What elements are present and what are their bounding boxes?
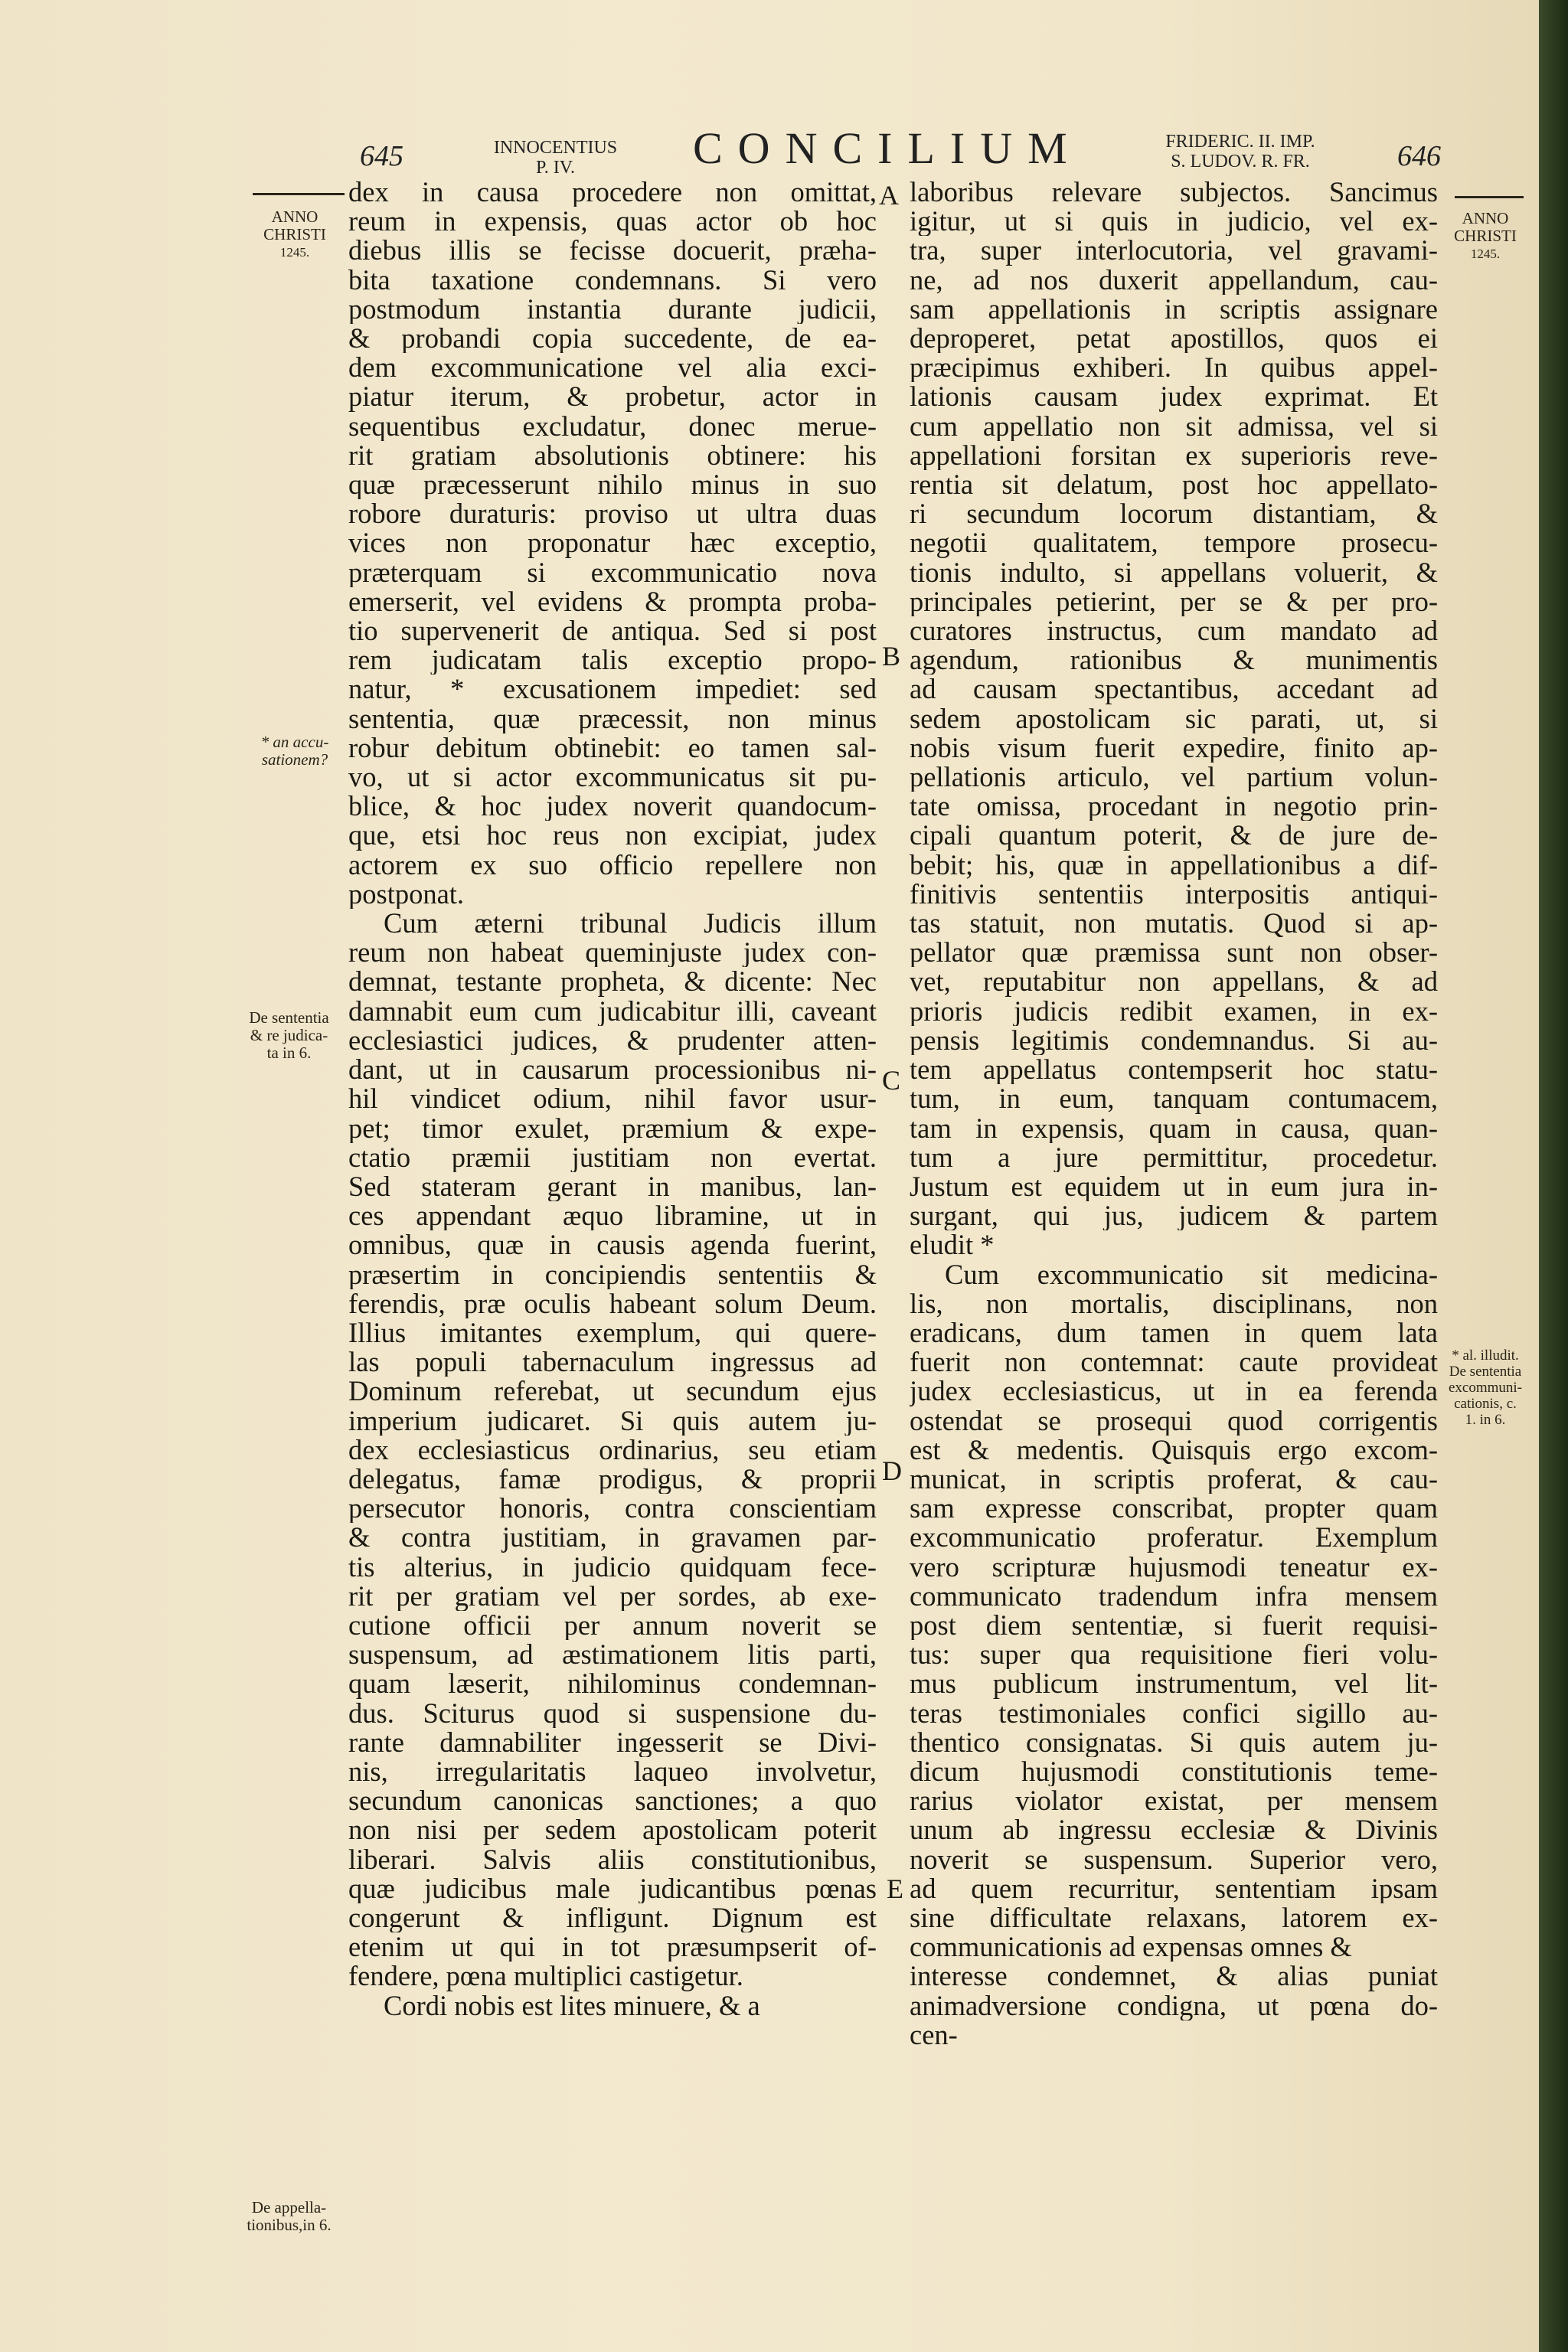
running-head-left (469, 138, 642, 178)
text-line: Dominum referebat, ut secundum ejus (348, 1377, 877, 1406)
text-line: tem appellatus contempserit hoc statu- (910, 1055, 1438, 1085)
text-line: ostendat se prosequi quod corrigentis (910, 1406, 1438, 1436)
text-line: rentia sit delatum, post hoc appellato- (910, 470, 1438, 500)
margin-note-anno-right (1447, 210, 1524, 263)
text-line: que, etsi hoc reus non excipiat, judex (348, 821, 877, 851)
section-letter-d: D (882, 1455, 902, 1486)
text-line: dex ecclesiasticus ordinarius, seu etiam (348, 1435, 877, 1465)
text-line: piatur iterum, & probetur, actor in (348, 382, 877, 412)
text-line: fendere, pœna multiplici castigetur. (348, 1962, 743, 1991)
text-line: ad causam spectantibus, accedant ad (910, 675, 1438, 704)
margin-note-line: sationem? (261, 750, 328, 769)
text-line: eludit * (910, 1230, 995, 1260)
text-line: suspensum, ad æstimationem litis parti, (348, 1640, 877, 1670)
text-line: Justum est equidem ut in eum jura in- (910, 1171, 1438, 1202)
page-title: CONCILIUM (693, 123, 1083, 173)
text-line: sedem apostolicam sic parati, ut, si (910, 704, 1438, 733)
text-line: postponat. (348, 879, 465, 910)
text-line: non nisi per sedem apostolicam poterit (348, 1815, 877, 1845)
text-line: hil vindicet odium, nihil favor usur- (348, 1084, 877, 1114)
text-line: laboribus relevare subjectos. Sancimus (910, 178, 1438, 207)
text-line: dus. Sciturus quod si suspensione du- (348, 1698, 877, 1728)
text-line: sine difficultate relaxans, latorem ex- (910, 1903, 1438, 1933)
text-line: prioris judicis redibit examen, in ex- (910, 996, 1438, 1026)
text-line: tis alterius, in judicio quidquam fece- (348, 1552, 877, 1582)
text-line: etenim ut qui in tot præsumpserit of- (348, 1932, 877, 1962)
text-line: lis, non mortalis, disciplinans, non (910, 1289, 1438, 1318)
text-line: pet; timor exulet, præmium & expe- (348, 1113, 877, 1143)
text-line: Cum excommunicatio sit medicina- (945, 1259, 1438, 1289)
text-line: ne, ad nos duxerit appellandum, cau- (910, 265, 1438, 295)
text-line: nis, irregularitatis laqueo involvetur, (348, 1756, 877, 1787)
margin-note-anno (249, 208, 341, 261)
text-line: unum ab ingressu ecclesiæ & Divinis (910, 1815, 1438, 1845)
text-line: rem judicatam talis exceptio propo- (348, 645, 877, 675)
text-line: delegatus, famæ prodigus, & proprii (348, 1464, 877, 1494)
text-line: omnibus, quæ in causis agenda fuerint, (348, 1230, 877, 1260)
text-line: dicum hujusmodi constitutionis teme- (910, 1756, 1438, 1787)
text-line: robore duraturis: proviso ut ultra duas (348, 499, 877, 529)
margin-note-line: ANNO (271, 207, 318, 226)
text-line: tus: super qua requisitione fieri volu- (910, 1640, 1438, 1670)
text-line: tate omissa, procedant in negotio prin- (910, 792, 1438, 822)
margin-note-line: cationis, c. (1454, 1396, 1517, 1412)
text-line: quæ judicibus male judicantibus pœnas (348, 1873, 877, 1903)
margin-note-line: De sententia (249, 1008, 329, 1027)
text-line: emerserit, vel evidens & prompta proba- (348, 586, 877, 617)
margin-note-line: * an accu- (260, 733, 329, 751)
text-line: rante damnabiliter ingesserit se Divi- (348, 1727, 877, 1757)
text-line: ferendis, præ oculis habeant solum Deum. (348, 1289, 877, 1318)
text-line: excommunicatio proferatur. Exemplum (910, 1523, 1438, 1553)
text-line: tio supervenerit de antiqua. Sed si post (348, 616, 877, 646)
text-line: vices non proponatur hæc exceptio, (348, 528, 877, 558)
text-line: negotii qualitatem, tempore prosecu- (910, 528, 1438, 558)
text-line: nobis visum fuerit expedire, finito ap- (910, 733, 1438, 763)
text-line: thentico consignatas. Si quis autem ju- (910, 1727, 1438, 1757)
text-line: præcipimus exhiberi. In quibus appel- (910, 353, 1438, 383)
text-line: vero scripturæ hujusmodi teneatur ex- (910, 1552, 1438, 1582)
text-line: curatores instructus, cum mandato ad (910, 616, 1438, 646)
text-line: liberari. Salvis aliis constitutionibus, (348, 1844, 877, 1874)
text-line: communicato tradendum infra mensem (910, 1581, 1438, 1611)
text-line: damnabit eum cum judicabitur illi, caveant (348, 996, 877, 1026)
text-line: pellationis articulo, vel partium volun- (910, 763, 1438, 792)
text-line: agendum, rationibus & munimentis (910, 645, 1438, 675)
text-line: vo, ut si actor excommunicatus sit pu- (348, 763, 877, 792)
text-line: ad quem recurritur, sententiam ipsam (910, 1873, 1438, 1903)
text-line: mus publicum instrumentum, vel lit- (910, 1669, 1438, 1699)
text-line: ri secundum locorum distantiam, & (910, 499, 1438, 529)
running-head-left-line2: P. IV. (536, 158, 575, 178)
book-gutter (1539, 0, 1568, 2352)
margin-rule-left (253, 193, 345, 195)
running-head-right (1129, 132, 1351, 172)
text-line: Illius imitantes exemplum, qui quere- (348, 1318, 877, 1348)
margin-note-accusationem (249, 733, 341, 769)
margin-note-sententia (234, 1009, 345, 1062)
text-line: fuerit non contemnat: caute provideat (910, 1348, 1438, 1377)
text-line: præsertim in concipiendis sententiis & (348, 1259, 877, 1289)
running-head-right-line2: S. LUDOV. R. FR. (1171, 152, 1310, 172)
text-line: reum in expensis, quas actor ob hoc (348, 207, 877, 237)
running-head-left-line1: INNOCENTIUS (493, 138, 618, 158)
page-number-right: 646 (1397, 140, 1441, 172)
text-line: lationis causam judex exprimat. Et (910, 382, 1438, 412)
right-column (910, 178, 1438, 2050)
text-line: & probandi copia succedente, de ea- (348, 324, 877, 354)
text-line: tra, super interlocutoria, vel gravami- (910, 236, 1438, 266)
text-line: persecutor honoris, contra conscientiam (348, 1494, 877, 1524)
text-line: appellationi forsitan ex superioris reve- (910, 440, 1438, 471)
text-line: deproperet, petat apostillos, quos ei (910, 324, 1438, 354)
text-line: rit gratiam absolutionis obtinere: his (348, 440, 877, 471)
text-line: sam expresse conscribat, propter quam (910, 1494, 1438, 1524)
text-line: secundum canonicas sanctiones; a quo (348, 1786, 877, 1816)
text-line: tionis indulto, si appellans voluerit, & (910, 557, 1438, 587)
margin-note-illudit (1439, 1348, 1531, 1428)
text-line: dant, ut in causarum processionibus ni- (348, 1055, 877, 1085)
margin-note-line: CHRISTI (263, 225, 326, 243)
text-line: municat, in scriptis proferat, & cau- (910, 1464, 1438, 1494)
text-line: robur debitum obtinebit: eo tamen sal- (348, 733, 877, 763)
section-letter-e: E (887, 1873, 903, 1904)
text-line: animadversione condigna, ut pœna do- (910, 1991, 1438, 2020)
margin-note-line: ta in 6. (266, 1044, 312, 1062)
text-line: actorem ex suo officio repellere non (348, 850, 877, 880)
text-line: est & medentis. Quisquis ergo excom- (910, 1435, 1438, 1465)
margin-note-line: * al. illudit. (1452, 1348, 1519, 1364)
section-letter-a: A (879, 180, 899, 211)
text-line: principales petierint, per se & per pro- (910, 586, 1438, 617)
text-line: pensis legitimis condemnandus. Si au- (910, 1025, 1438, 1056)
margin-note-line: 1245. (1470, 247, 1501, 261)
text-line: cen- (910, 2020, 958, 2050)
text-line: tas statuit, non mutatis. Quod si ap- (910, 909, 1438, 939)
section-letter-b: B (882, 641, 901, 671)
text-line: bebit; his, quæ in appellationibus a dif- (910, 850, 1438, 880)
text-line: præterquam si excommunicatio nova (348, 557, 877, 587)
margin-note-line: tionibus,in 6. (247, 2216, 332, 2234)
text-line: interesse condemnet, & alias puniat (910, 1962, 1438, 1991)
margin-note-line: 1. in 6. (1465, 1412, 1506, 1428)
margin-rule-right (1455, 196, 1524, 198)
section-letter-c: C (882, 1065, 901, 1096)
text-line: Cum æterni tribunal Judicis illum (384, 909, 877, 939)
text-line: postmodum instantia durante judicii, (348, 294, 877, 325)
text-line: igitur, ut si quis in judicio, vel ex- (910, 207, 1438, 237)
text-line: tum a jure permittitur, procedetur. (910, 1142, 1438, 1172)
text-line: vet, reputabitur non appellans, & ad (910, 967, 1438, 997)
text-line: ecclesiastici judices, & prudenter atten- (348, 1025, 877, 1056)
text-line: sententia, quæ præcessit, non minus (348, 704, 877, 733)
text-line: ctatio præmii justitiam non evertat. (348, 1142, 877, 1172)
text-line: cutione officii per annum noverit se (348, 1610, 877, 1641)
text-line: tum, in eum, tanquam contumacem, (910, 1084, 1438, 1114)
text-line: rit per gratiam vel per sordes, ab exe- (348, 1581, 877, 1611)
text-line: Cordi nobis est lites minuere, & a (384, 1991, 760, 2020)
text-line: surgant, qui jus, judicem & partem (910, 1201, 1438, 1231)
text-line: communicationis ad expensas omnes & (910, 1932, 1352, 1962)
running-head-right-line1: FRIDERIC. II. IMP. (1165, 132, 1315, 152)
text-line: las populi tabernaculum ingressus ad (348, 1348, 877, 1377)
text-line: dem excommunicatione vel alia exci- (348, 353, 877, 383)
margin-note-line: CHRISTI (1454, 227, 1517, 245)
text-line: eradicans, dum tamen in quem lata (910, 1318, 1438, 1348)
text-line: quam læserit, nihilominus condemnan- (348, 1669, 877, 1699)
text-line: cipali quantum poterit, & de jure de- (910, 821, 1438, 851)
text-line: noverit se suspensum. Superior vero, (910, 1844, 1438, 1874)
margin-note-line: 1245. (279, 245, 310, 260)
margin-note-line: excommuni- (1448, 1380, 1523, 1396)
left-column (348, 178, 877, 2020)
text-line: tam in expensis, quam in causa, quan- (910, 1113, 1438, 1143)
text-line: rarius violator existat, per mensem (910, 1786, 1438, 1816)
text-line: imperium judicaret. Si quis autem ju- (348, 1406, 877, 1436)
margin-note-line: De sententia (1449, 1364, 1522, 1380)
text-line: judex ecclesiasticus, ut in ea ferenda (910, 1377, 1438, 1406)
text-line: reum non habeat queminjuste judex con- (348, 938, 877, 968)
text-line: diebus illis se fecisse docuerit, præha- (348, 236, 877, 266)
text-line: bita taxatione condemnans. Si vero (348, 265, 877, 295)
text-line: Sed stateram gerant in manibus, lan- (348, 1171, 877, 1202)
margin-note-line: De appella- (251, 2198, 327, 2216)
text-line: quæ præcesserunt nihilo minus in suo (348, 470, 877, 500)
margin-note-line: ANNO (1462, 209, 1509, 227)
text-line: ces appendant æquo libramine, ut in (348, 1201, 877, 1231)
text-line: blice, & hoc judex noverit quandocum- (348, 792, 877, 822)
text-line: sam appellationis in scriptis assignare (910, 294, 1438, 325)
text-line: dex in causa procedere non omittat, (348, 178, 877, 207)
text-line: natur, * excusationem impediet: sed (348, 675, 877, 704)
text-line: finitivis sententiis interpositis antiqui- (910, 879, 1438, 910)
page-number-left: 645 (360, 140, 403, 172)
text-line: cum appellatio non sit admissa, vel si (910, 411, 1438, 441)
text-line: & contra justitiam, in gravamen par- (348, 1523, 877, 1553)
margin-note-line: & re judica- (250, 1026, 328, 1044)
text-line: post diem sententiæ, si fuerit requisi- (910, 1610, 1438, 1641)
text-line: congerunt & infligunt. Dignum est (348, 1903, 877, 1933)
margin-note-appellationibus (230, 2199, 348, 2234)
text-line: demnat, testante propheta, & dicente: Nec (348, 967, 877, 997)
text-line: sequentibus excludatur, donec merue- (348, 411, 877, 441)
text-line: teras testimoniales confici sigillo au- (910, 1698, 1438, 1728)
text-line: pellator quæ præmissa sunt non obser- (910, 938, 1438, 968)
